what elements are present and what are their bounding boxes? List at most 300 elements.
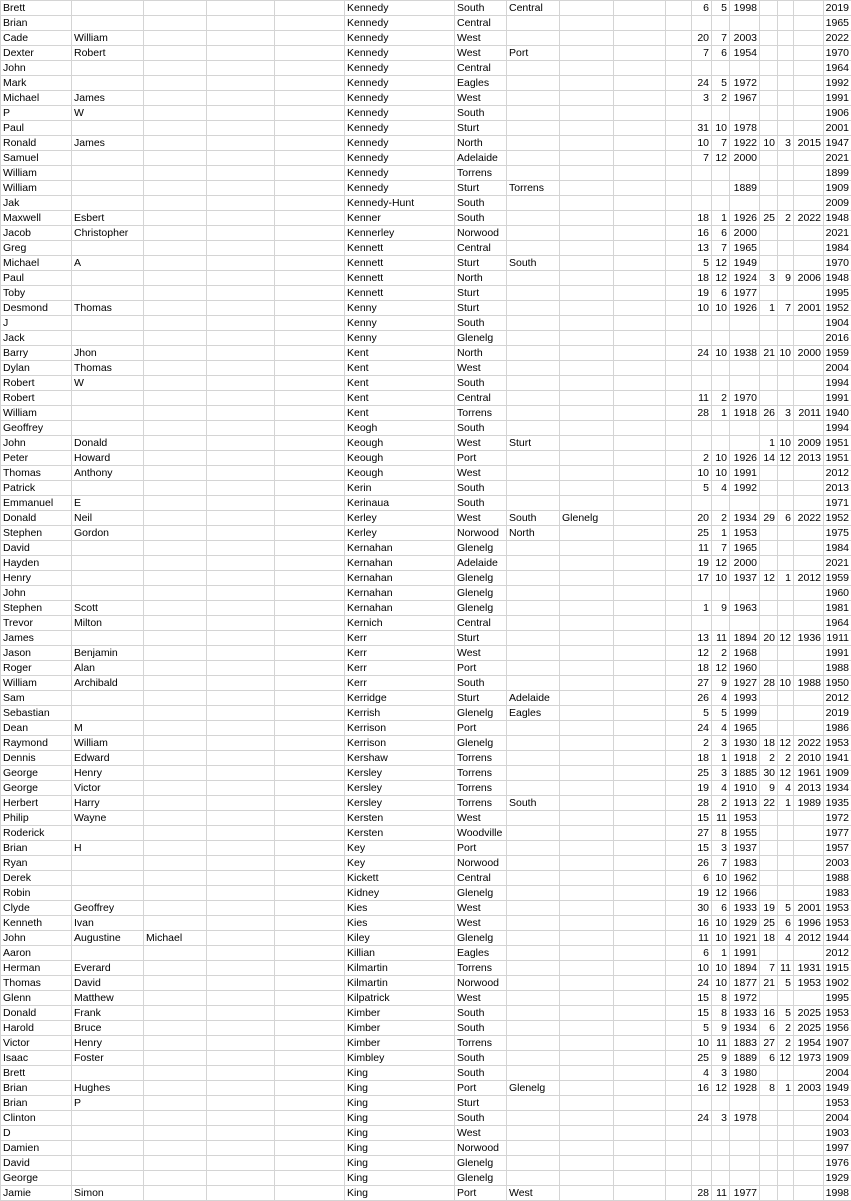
table-cell[interactable] (275, 1186, 345, 1201)
table-cell[interactable] (275, 706, 345, 721)
table-cell[interactable] (666, 976, 692, 991)
table-cell[interactable]: 3 (712, 736, 730, 751)
table-cell[interactable]: Glenelg (455, 736, 507, 751)
table-cell[interactable] (794, 646, 824, 661)
table-cell[interactable] (760, 181, 778, 196)
table-cell[interactable] (560, 886, 614, 901)
table-cell[interactable]: James (1, 631, 72, 646)
table-cell[interactable] (614, 466, 666, 481)
table-cell[interactable]: Kerrison (345, 721, 455, 736)
table-cell[interactable] (666, 16, 692, 31)
table-cell[interactable]: 1988 (824, 661, 851, 676)
table-cell[interactable] (507, 346, 560, 361)
table-cell[interactable] (207, 796, 275, 811)
table-cell[interactable] (275, 796, 345, 811)
table-cell[interactable] (794, 871, 824, 886)
table-cell[interactable]: Greg (1, 241, 72, 256)
table-cell[interactable]: West (455, 31, 507, 46)
table-cell[interactable]: 11 (712, 1036, 730, 1051)
table-cell[interactable] (794, 1111, 824, 1126)
table-cell[interactable] (275, 856, 345, 871)
table-cell[interactable]: 10 (712, 451, 730, 466)
table-cell[interactable]: Geoffrey (1, 421, 72, 436)
table-cell[interactable] (614, 676, 666, 691)
table-cell[interactable] (666, 886, 692, 901)
table-cell[interactable]: Kennett (345, 256, 455, 271)
table-cell[interactable] (144, 1111, 207, 1126)
table-cell[interactable] (794, 151, 824, 166)
table-cell[interactable]: 1941 (824, 751, 851, 766)
table-cell[interactable] (760, 616, 778, 631)
table-cell[interactable] (760, 226, 778, 241)
table-cell[interactable]: 9 (712, 1021, 730, 1036)
table-cell[interactable]: 1904 (824, 316, 851, 331)
table-cell[interactable] (207, 1006, 275, 1021)
table-cell[interactable]: 9 (778, 271, 794, 286)
table-cell[interactable] (144, 1006, 207, 1021)
table-cell[interactable]: South (507, 256, 560, 271)
table-cell[interactable]: Glenelg (455, 541, 507, 556)
table-cell[interactable] (275, 1171, 345, 1186)
table-cell[interactable] (712, 196, 730, 211)
table-cell[interactable]: Desmond (1, 301, 72, 316)
table-cell[interactable]: 1991 (730, 946, 760, 961)
table-cell[interactable]: 1948 (824, 271, 851, 286)
table-cell[interactable]: Cade (1, 31, 72, 46)
table-cell[interactable] (275, 961, 345, 976)
table-cell[interactable]: 11 (692, 541, 712, 556)
table-cell[interactable]: 19 (692, 286, 712, 301)
table-cell[interactable] (712, 16, 730, 31)
table-cell[interactable]: 1959 (824, 346, 851, 361)
table-cell[interactable] (207, 346, 275, 361)
table-cell[interactable] (730, 61, 760, 76)
table-cell[interactable] (275, 1111, 345, 1126)
table-cell[interactable]: Samuel (1, 151, 72, 166)
table-cell[interactable] (614, 481, 666, 496)
table-cell[interactable] (207, 991, 275, 1006)
table-cell[interactable]: Augustine (72, 931, 144, 946)
table-cell[interactable]: 12 (778, 736, 794, 751)
table-cell[interactable] (666, 1066, 692, 1081)
table-cell[interactable]: 1926 (730, 211, 760, 226)
table-cell[interactable] (666, 1156, 692, 1171)
table-cell[interactable]: Archibald (72, 676, 144, 691)
table-cell[interactable] (778, 1111, 794, 1126)
table-cell[interactable] (760, 256, 778, 271)
table-cell[interactable] (507, 766, 560, 781)
table-cell[interactable] (144, 1036, 207, 1051)
table-cell[interactable] (692, 106, 712, 121)
table-cell[interactable] (207, 706, 275, 721)
table-cell[interactable] (760, 946, 778, 961)
table-cell[interactable]: Kersten (345, 826, 455, 841)
table-cell[interactable]: Sebastian (1, 706, 72, 721)
table-cell[interactable] (72, 331, 144, 346)
table-cell[interactable]: Herman (1, 961, 72, 976)
table-cell[interactable]: Robert (72, 46, 144, 61)
table-cell[interactable] (207, 256, 275, 271)
table-cell[interactable] (507, 676, 560, 691)
table-cell[interactable]: South (455, 481, 507, 496)
table-cell[interactable] (72, 856, 144, 871)
table-cell[interactable]: 1960 (824, 586, 851, 601)
table-cell[interactable] (507, 106, 560, 121)
table-cell[interactable] (275, 421, 345, 436)
table-cell[interactable]: John (1, 61, 72, 76)
table-cell[interactable] (778, 61, 794, 76)
table-cell[interactable] (760, 1186, 778, 1201)
table-cell[interactable]: 5 (692, 1021, 712, 1036)
table-cell[interactable] (207, 946, 275, 961)
table-cell[interactable] (666, 346, 692, 361)
table-cell[interactable]: 2021 (824, 226, 851, 241)
table-cell[interactable]: Barry (1, 346, 72, 361)
table-cell[interactable] (712, 616, 730, 631)
table-cell[interactable]: 10 (692, 136, 712, 151)
table-cell[interactable] (507, 931, 560, 946)
table-cell[interactable]: 1953 (824, 736, 851, 751)
table-cell[interactable] (275, 721, 345, 736)
table-cell[interactable]: 1953 (794, 976, 824, 991)
table-cell[interactable]: Kersley (345, 766, 455, 781)
table-cell[interactable] (614, 136, 666, 151)
table-cell[interactable] (760, 541, 778, 556)
table-cell[interactable] (794, 286, 824, 301)
table-cell[interactable]: Michael (1, 91, 72, 106)
table-cell[interactable]: Matthew (72, 991, 144, 1006)
table-cell[interactable] (560, 991, 614, 1006)
table-cell[interactable]: Port (455, 841, 507, 856)
table-cell[interactable] (560, 766, 614, 781)
table-cell[interactable]: 2 (778, 211, 794, 226)
table-cell[interactable]: 12 (712, 271, 730, 286)
table-cell[interactable]: 16 (692, 1081, 712, 1096)
table-cell[interactable] (778, 106, 794, 121)
table-cell[interactable]: 7 (692, 46, 712, 61)
table-cell[interactable] (666, 871, 692, 886)
table-cell[interactable]: 20 (760, 631, 778, 646)
table-cell[interactable]: King (345, 1186, 455, 1201)
table-cell[interactable]: Kickett (345, 871, 455, 886)
table-cell[interactable] (666, 91, 692, 106)
table-cell[interactable] (144, 1126, 207, 1141)
table-cell[interactable] (207, 1126, 275, 1141)
table-cell[interactable] (614, 976, 666, 991)
table-cell[interactable] (560, 361, 614, 376)
table-cell[interactable]: Stephen (1, 526, 72, 541)
table-cell[interactable] (666, 1111, 692, 1126)
table-cell[interactable] (207, 496, 275, 511)
table-cell[interactable]: Thomas (72, 301, 144, 316)
table-cell[interactable]: 6 (760, 1021, 778, 1036)
table-cell[interactable]: 8 (712, 1006, 730, 1021)
table-cell[interactable]: Jack (1, 331, 72, 346)
table-cell[interactable]: Port (455, 661, 507, 676)
table-cell[interactable] (666, 541, 692, 556)
table-cell[interactable] (207, 136, 275, 151)
table-cell[interactable]: William (72, 736, 144, 751)
table-cell[interactable]: Kilmartin (345, 961, 455, 976)
table-cell[interactable] (778, 481, 794, 496)
table-cell[interactable] (560, 1141, 614, 1156)
table-cell[interactable] (692, 436, 712, 451)
table-cell[interactable]: 2004 (824, 1111, 851, 1126)
table-cell[interactable] (778, 76, 794, 91)
table-cell[interactable] (666, 421, 692, 436)
table-cell[interactable] (507, 121, 560, 136)
table-cell[interactable] (507, 1141, 560, 1156)
table-cell[interactable] (275, 151, 345, 166)
table-cell[interactable]: Keough (345, 451, 455, 466)
table-cell[interactable] (207, 391, 275, 406)
table-cell[interactable]: Torrens (455, 1036, 507, 1051)
table-cell[interactable]: Thomas (72, 361, 144, 376)
table-cell[interactable] (207, 616, 275, 631)
table-cell[interactable]: Kennedy (345, 151, 455, 166)
table-cell[interactable]: Glenelg (507, 1081, 560, 1096)
table-cell[interactable]: Norwood (455, 976, 507, 991)
table-cell[interactable] (712, 1096, 730, 1111)
table-cell[interactable]: 1934 (824, 781, 851, 796)
table-cell[interactable]: South (455, 1021, 507, 1036)
table-cell[interactable]: 1992 (824, 76, 851, 91)
table-cell[interactable]: 11 (692, 391, 712, 406)
table-cell[interactable] (794, 1066, 824, 1081)
table-cell[interactable] (560, 211, 614, 226)
table-cell[interactable]: 2025 (794, 1006, 824, 1021)
table-cell[interactable] (614, 586, 666, 601)
table-cell[interactable] (560, 271, 614, 286)
table-cell[interactable]: Kimber (345, 1021, 455, 1036)
table-cell[interactable] (560, 946, 614, 961)
table-cell[interactable]: 1935 (824, 796, 851, 811)
table-cell[interactable]: 5 (712, 76, 730, 91)
table-cell[interactable] (560, 391, 614, 406)
table-cell[interactable] (507, 781, 560, 796)
table-cell[interactable]: Kimber (345, 1036, 455, 1051)
table-cell[interactable] (614, 616, 666, 631)
table-cell[interactable] (760, 706, 778, 721)
table-cell[interactable]: 1949 (824, 1081, 851, 1096)
table-cell[interactable] (144, 721, 207, 736)
table-cell[interactable] (275, 376, 345, 391)
table-cell[interactable] (507, 556, 560, 571)
table-cell[interactable] (507, 271, 560, 286)
table-cell[interactable] (794, 91, 824, 106)
table-cell[interactable]: South (455, 496, 507, 511)
table-cell[interactable]: 3 (712, 1111, 730, 1126)
table-cell[interactable] (794, 391, 824, 406)
table-cell[interactable]: Dennis (1, 751, 72, 766)
table-cell[interactable]: 1992 (730, 481, 760, 496)
table-cell[interactable] (144, 166, 207, 181)
table-cell[interactable]: 24 (692, 1111, 712, 1126)
table-cell[interactable] (560, 496, 614, 511)
table-cell[interactable] (666, 661, 692, 676)
table-cell[interactable] (72, 481, 144, 496)
table-cell[interactable]: 6 (778, 916, 794, 931)
table-cell[interactable] (794, 811, 824, 826)
table-cell[interactable]: 1950 (824, 676, 851, 691)
table-cell[interactable] (666, 136, 692, 151)
table-cell[interactable]: 26 (692, 691, 712, 706)
table-cell[interactable] (560, 61, 614, 76)
table-cell[interactable]: 1894 (730, 961, 760, 976)
table-cell[interactable]: West (455, 916, 507, 931)
table-cell[interactable] (560, 541, 614, 556)
table-cell[interactable] (72, 631, 144, 646)
table-cell[interactable] (207, 1051, 275, 1066)
table-cell[interactable]: 1991 (730, 466, 760, 481)
table-cell[interactable] (666, 586, 692, 601)
table-cell[interactable]: Milton (72, 616, 144, 631)
table-cell[interactable] (614, 361, 666, 376)
table-cell[interactable] (614, 406, 666, 421)
table-cell[interactable] (760, 886, 778, 901)
table-cell[interactable] (207, 1156, 275, 1171)
table-cell[interactable]: 1948 (824, 211, 851, 226)
table-cell[interactable] (794, 946, 824, 961)
table-cell[interactable]: Kershaw (345, 751, 455, 766)
table-cell[interactable] (207, 1081, 275, 1096)
table-cell[interactable]: 18 (692, 211, 712, 226)
table-cell[interactable]: Glenelg (455, 931, 507, 946)
table-cell[interactable] (692, 1141, 712, 1156)
table-cell[interactable] (275, 1141, 345, 1156)
table-cell[interactable]: Hayden (1, 556, 72, 571)
table-cell[interactable]: Torrens (455, 751, 507, 766)
table-cell[interactable] (730, 316, 760, 331)
table-cell[interactable] (794, 421, 824, 436)
table-cell[interactable] (207, 1036, 275, 1051)
table-cell[interactable]: 6 (712, 286, 730, 301)
table-cell[interactable]: Dylan (1, 361, 72, 376)
table-cell[interactable] (692, 166, 712, 181)
table-cell[interactable] (207, 961, 275, 976)
table-cell[interactable] (614, 841, 666, 856)
table-cell[interactable] (794, 121, 824, 136)
table-cell[interactable] (666, 646, 692, 661)
table-cell[interactable] (275, 1021, 345, 1036)
table-cell[interactable] (144, 106, 207, 121)
table-cell[interactable]: 28 (760, 676, 778, 691)
table-cell[interactable]: 1972 (730, 991, 760, 1006)
table-cell[interactable] (275, 571, 345, 586)
table-cell[interactable] (144, 1051, 207, 1066)
table-cell[interactable] (207, 586, 275, 601)
table-cell[interactable]: 2021 (824, 556, 851, 571)
table-cell[interactable]: 26 (692, 856, 712, 871)
table-cell[interactable] (207, 901, 275, 916)
table-cell[interactable]: 6 (692, 871, 712, 886)
table-cell[interactable]: Sturt (455, 256, 507, 271)
table-cell[interactable] (144, 1, 207, 16)
table-cell[interactable] (692, 586, 712, 601)
table-cell[interactable]: Brian (1, 1081, 72, 1096)
table-cell[interactable]: 11 (778, 961, 794, 976)
table-cell[interactable] (666, 556, 692, 571)
table-cell[interactable]: Glenelg (455, 1156, 507, 1171)
table-cell[interactable] (560, 931, 614, 946)
table-cell[interactable] (507, 196, 560, 211)
table-cell[interactable] (72, 316, 144, 331)
table-cell[interactable] (760, 721, 778, 736)
table-cell[interactable] (560, 301, 614, 316)
table-cell[interactable] (507, 811, 560, 826)
table-cell[interactable] (507, 361, 560, 376)
table-cell[interactable] (560, 721, 614, 736)
table-cell[interactable] (207, 421, 275, 436)
table-cell[interactable]: Kennerley (345, 226, 455, 241)
table-cell[interactable] (614, 451, 666, 466)
table-cell[interactable] (507, 976, 560, 991)
table-cell[interactable]: Thomas (1, 976, 72, 991)
table-cell[interactable]: 4 (712, 691, 730, 706)
table-cell[interactable] (666, 76, 692, 91)
table-cell[interactable] (560, 106, 614, 121)
table-cell[interactable] (778, 1141, 794, 1156)
table-cell[interactable]: 1934 (730, 1021, 760, 1036)
table-cell[interactable] (794, 361, 824, 376)
table-cell[interactable] (560, 151, 614, 166)
table-cell[interactable]: Kiley (345, 931, 455, 946)
table-cell[interactable]: 2022 (794, 736, 824, 751)
table-cell[interactable]: 25 (760, 211, 778, 226)
table-cell[interactable]: 10 (692, 1036, 712, 1051)
table-cell[interactable] (760, 1, 778, 16)
table-cell[interactable] (507, 301, 560, 316)
table-cell[interactable]: 25 (692, 526, 712, 541)
table-cell[interactable] (712, 421, 730, 436)
table-cell[interactable]: Kilpatrick (345, 991, 455, 1006)
table-cell[interactable]: 1984 (824, 541, 851, 556)
table-cell[interactable]: Harry (72, 796, 144, 811)
table-cell[interactable]: 1918 (730, 406, 760, 421)
table-cell[interactable] (507, 451, 560, 466)
table-cell[interactable] (666, 496, 692, 511)
table-cell[interactable] (207, 541, 275, 556)
table-cell[interactable] (778, 1096, 794, 1111)
table-cell[interactable]: 1911 (824, 631, 851, 646)
table-cell[interactable]: 2000 (730, 151, 760, 166)
table-cell[interactable] (794, 46, 824, 61)
table-cell[interactable] (730, 331, 760, 346)
table-cell[interactable]: Kenny (345, 301, 455, 316)
table-cell[interactable] (144, 691, 207, 706)
table-cell[interactable] (712, 166, 730, 181)
table-cell[interactable] (207, 526, 275, 541)
table-cell[interactable] (207, 121, 275, 136)
table-cell[interactable] (144, 706, 207, 721)
table-cell[interactable] (560, 526, 614, 541)
table-cell[interactable] (275, 556, 345, 571)
table-cell[interactable]: 1 (778, 571, 794, 586)
table-cell[interactable]: 1970 (824, 46, 851, 61)
table-cell[interactable]: William (1, 676, 72, 691)
table-cell[interactable]: 1966 (730, 886, 760, 901)
table-cell[interactable]: 25 (692, 1051, 712, 1066)
table-cell[interactable]: Stephen (1, 601, 72, 616)
table-cell[interactable]: James (72, 91, 144, 106)
table-cell[interactable]: Sturt (455, 1096, 507, 1111)
table-cell[interactable] (560, 1156, 614, 1171)
table-cell[interactable] (614, 646, 666, 661)
table-cell[interactable] (560, 481, 614, 496)
table-cell[interactable]: 12 (712, 556, 730, 571)
table-cell[interactable] (560, 661, 614, 676)
table-cell[interactable] (666, 706, 692, 721)
